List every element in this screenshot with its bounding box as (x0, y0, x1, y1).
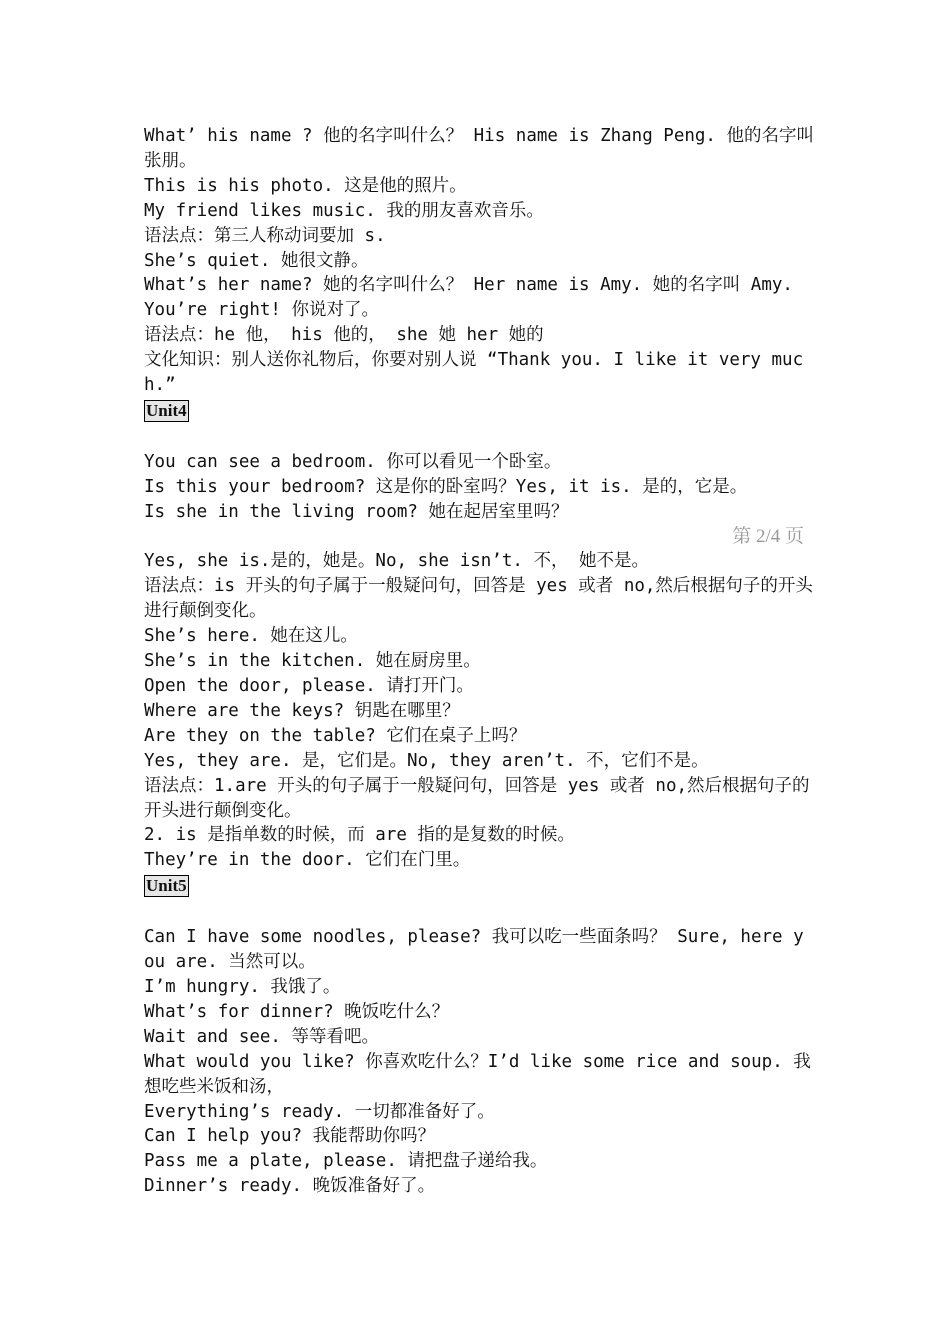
text-line: I’m hungry. 我饿了。 (144, 976, 341, 997)
text-line: Can I help you? 我能帮助你吗？ (144, 1126, 436, 1147)
text-line: She’s here. 她在这儿。 (144, 626, 358, 647)
document-body (144, 124, 814, 1199)
grammar-note: 语法点：第三人称动词要加 s. (144, 225, 386, 246)
text-line: Dinner’s ready. 晚饭准备好了。 (144, 1176, 436, 1197)
blank-line (144, 425, 814, 450)
text-line: Open the door, please. 请打开门。 (144, 676, 474, 697)
text-line: Can I have some noodles, please? 我可以吃一些面条吗？ Sure, here you are. 当然可以。 (144, 927, 804, 973)
text-line: What would you like? 你喜欢吃什么？I’d like some rice and soup. 我想吃些米饭和汤， (144, 1051, 811, 1097)
text-line: Is this your bedroom? 这是你的卧室吗？Yes, it is. 是的，它是。 (144, 476, 748, 497)
page-indicator: 第 2/4 页 (732, 525, 804, 547)
section-unit5 (144, 873, 814, 1199)
text-line: She’s quiet. 她很文静。 (144, 250, 369, 271)
grammar-note: 语法点：1.are 开头的句子属于一般疑问句，回答是 yes 或者 no,然后根据句子的开头进行颠倒变化。 (144, 775, 810, 821)
text-line: You’re right! 你说对了。 (144, 300, 380, 321)
section-unit3-tail (144, 124, 814, 398)
text-line: What’ his name ? 他的名字叫什么？ His name is Zhang Peng. 他的名字叫张朋。 (144, 126, 815, 171)
text-line: You can see a bedroom. 你可以看见一个卧室。 (144, 451, 562, 472)
grammar-note: 语法点：he 他， his 他的， she 她 her 她的 (144, 325, 544, 346)
text-line: Everything’s ready. 一切都准备好了。 (144, 1101, 495, 1122)
text-line: This is his photo. 这是他的照片。 (144, 175, 467, 196)
text-line: Are they on the table? 它们在桌子上吗？ (144, 725, 527, 746)
text-line: What’s her name? 她的名字叫什么？ Her name is Amy. 她的名字叫 Amy. (144, 275, 793, 296)
culture-note: 文化知识：别人送你礼物后，你要对别人说 “Thank you. I like it very much.” (144, 350, 804, 396)
text-line: Where are the keys? 钥匙在哪里？ (144, 700, 460, 721)
text-line: Yes, they are. 是，它们是。No, they aren’t. 不，它们不是。 (144, 750, 709, 771)
section-unit4 (144, 398, 814, 873)
text-line: Wait and see. 等等看吧。 (144, 1026, 380, 1047)
text-line: 2. is 是指单数的时候，而 are 指的是复数的时候。 (144, 825, 575, 846)
text-line: What’s for dinner? 晚饭吃什么？ (144, 1001, 450, 1022)
unit-heading: Unit4 (146, 400, 187, 420)
grammar-note: 语法点：is 开头的句子属于一般疑问句，回答是 yes 或者 no,然后根据句子的开头进行颠倒变化。 (144, 576, 813, 622)
text-line: They’re in the door. 它们在门里。 (144, 850, 471, 871)
text-line: Is she in the living room? 她在起居室里吗？ (144, 501, 569, 522)
text-line: Pass me a plate, please. 请把盘子递给我。 (144, 1151, 548, 1172)
blank-line (144, 900, 814, 925)
text-line: She’s in the kitchen. 她在厨房里。 (144, 651, 481, 672)
text-line: Yes, she is.是的，她是。No, she isn’t. 不， 她不是。 (144, 551, 650, 572)
unit-heading: Unit5 (146, 876, 187, 896)
text-line: My friend likes music. 我的朋友喜欢音乐。 (144, 200, 544, 221)
